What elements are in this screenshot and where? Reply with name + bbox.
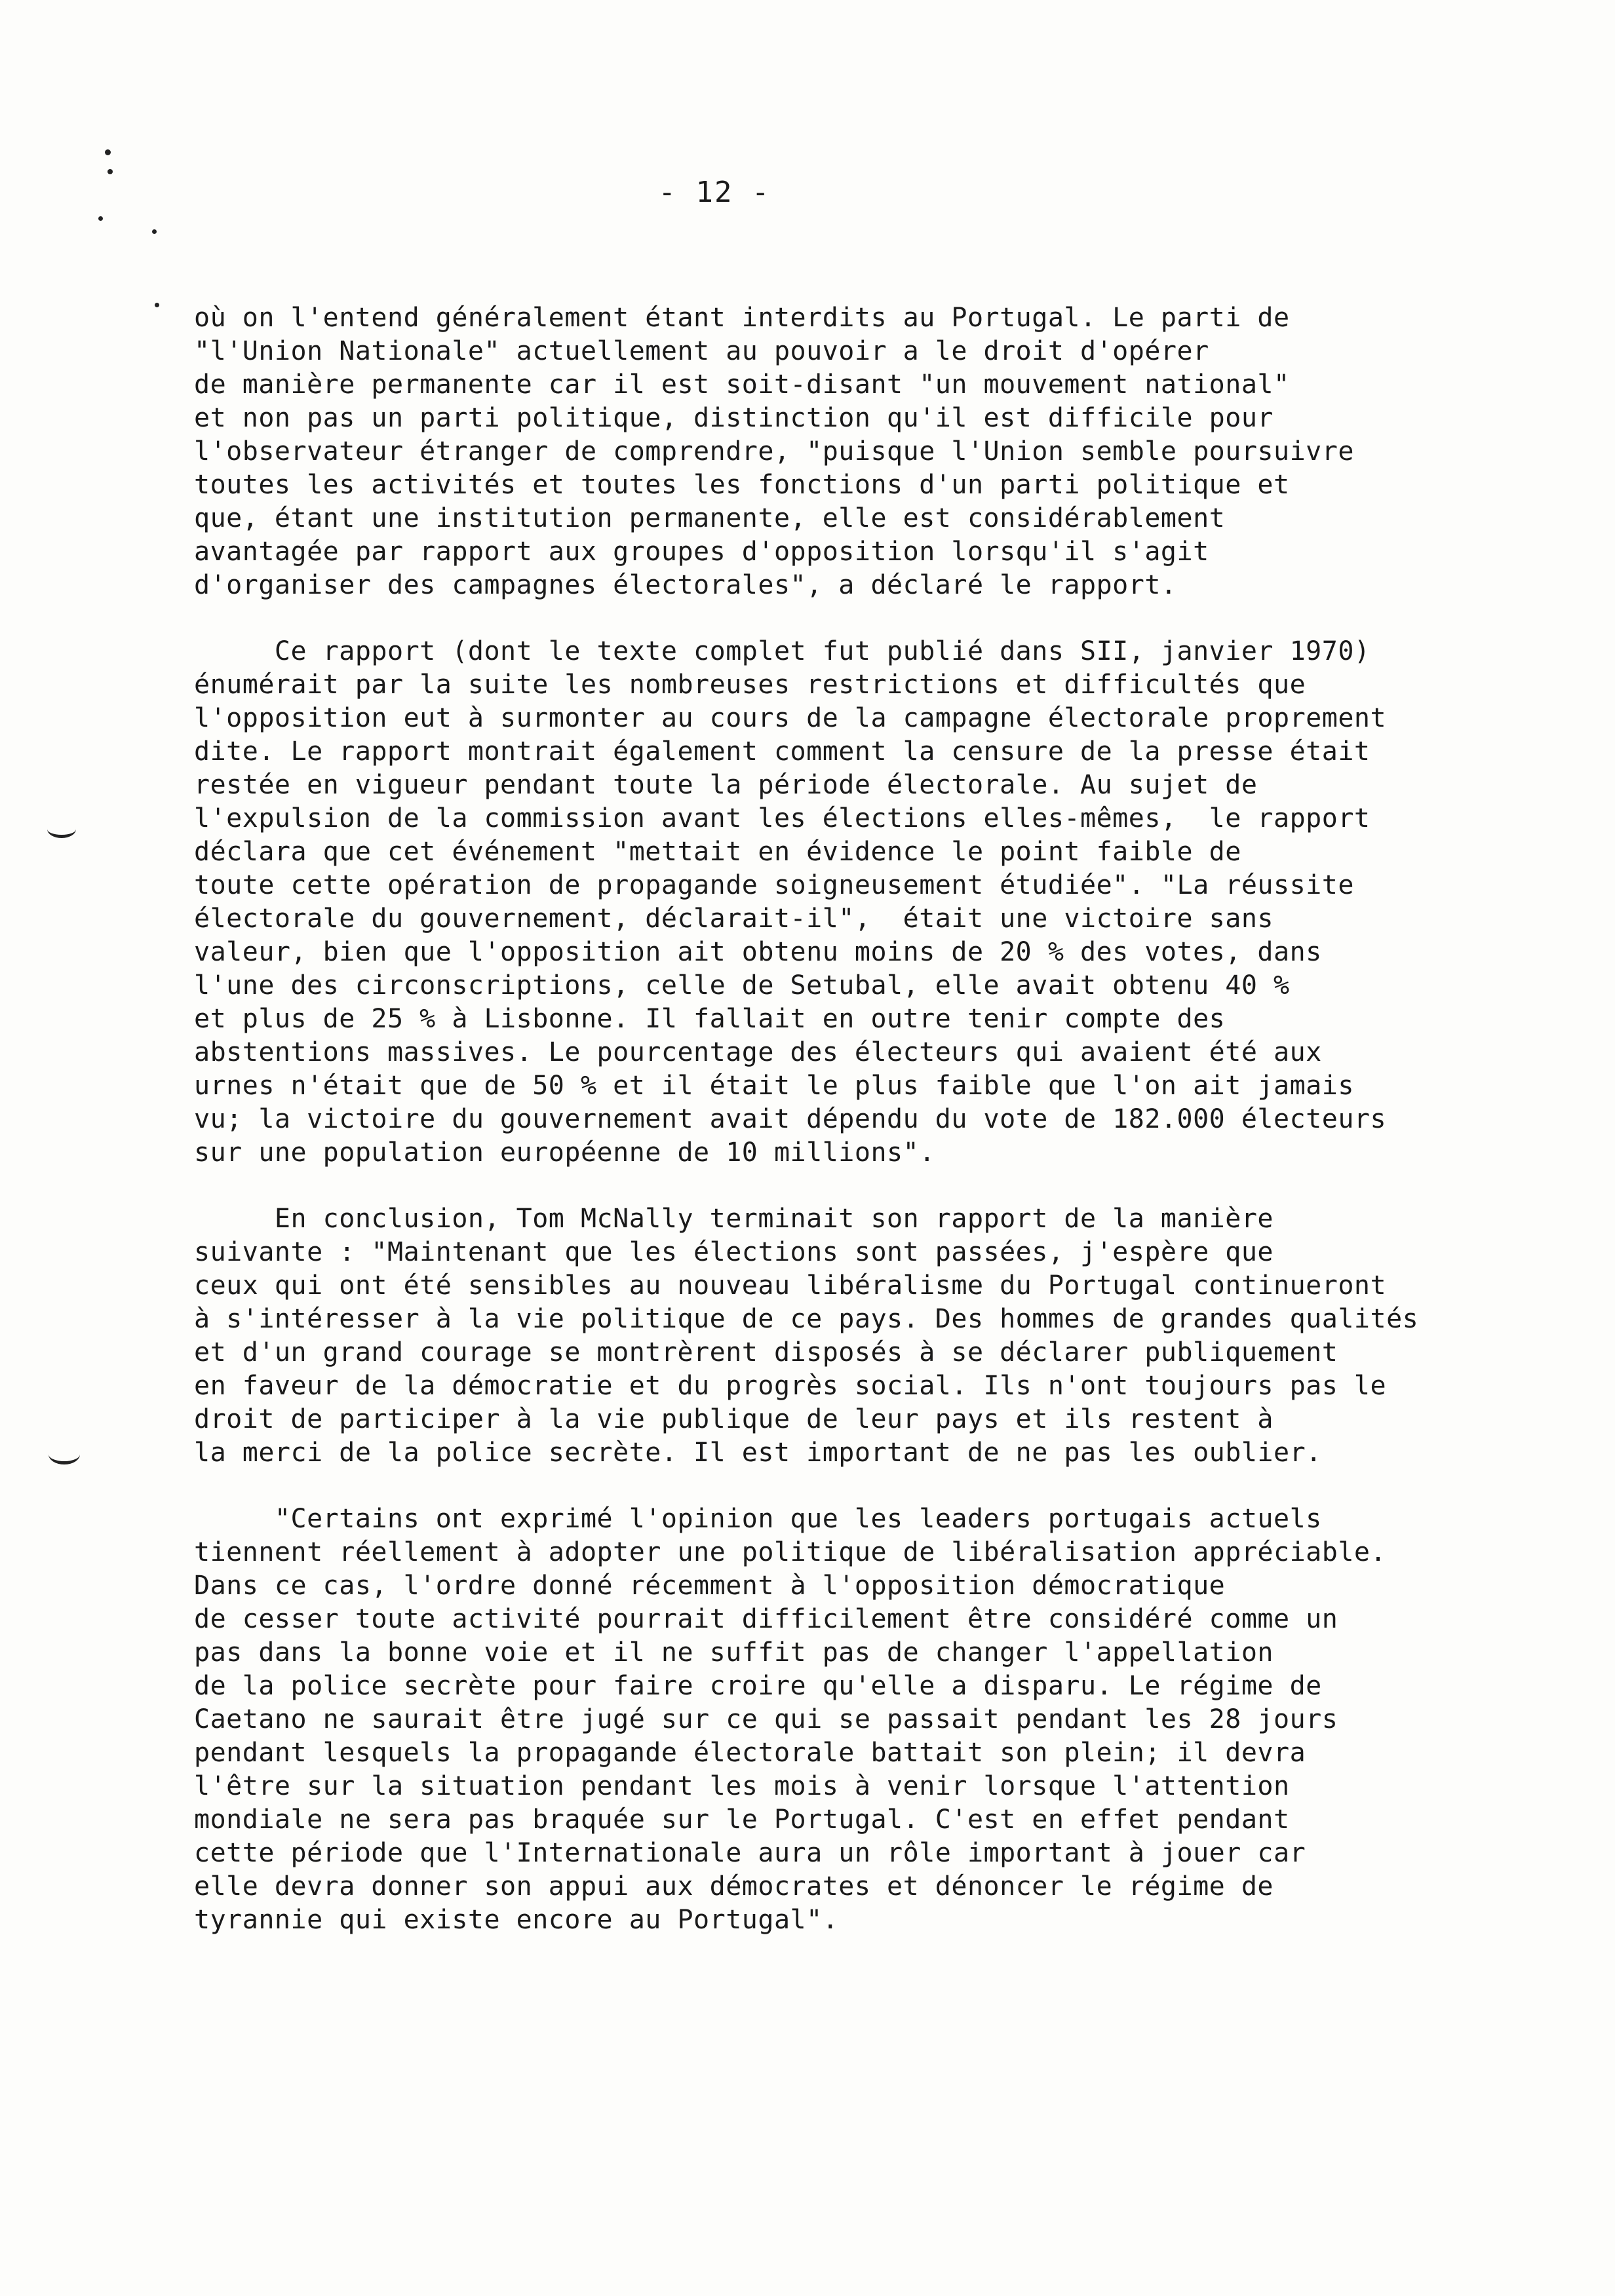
- text-line: énumérait par la suite les nombreuses restrictions et difficultés que: [194, 670, 1306, 700]
- text-line: et plus de 25 % à Lisbonne. Il fallait en outre tenir compte des: [194, 1004, 1226, 1034]
- text-line: et non pas un parti politique, distinction qu'il est difficile pour: [194, 403, 1274, 433]
- text-line: pas dans la bonne voie et il ne suffit pas de changer l'appellation: [194, 1637, 1274, 1668]
- text-line: déclara que cet événement "mettait en évidence le point faible de: [194, 837, 1241, 867]
- text-line: sur une population européenne de 10 millions".: [194, 1138, 935, 1168]
- paragraph: [194, 301, 1439, 602]
- text-line: l'expulsion de la commission avant les élections elles-mêmes, le rapport: [194, 803, 1371, 833]
- paragraph-gap: [194, 1170, 1439, 1202]
- document-body: [194, 301, 1439, 1937]
- text-line: électorale du gouvernement, déclarait-il", était une victoire sans: [194, 904, 1274, 934]
- text-line: dite. Le rapport montrait également comment la censure de la presse était: [194, 737, 1371, 767]
- text-line: toutes les activités et toutes les fonctions d'un parti politique et: [194, 470, 1290, 500]
- text-line: que, étant une institution permanente, elle est considérablement: [194, 503, 1226, 533]
- text-line: urnes n'était que de 50 % et il était le plus faible que l'on ait jamais: [194, 1071, 1354, 1101]
- text-line: abstentions massives. Le pourcentage des électeurs qui avaient été aux: [194, 1037, 1322, 1067]
- text-line: suivante : "Maintenant que les élections sont passées, j'espère que: [194, 1237, 1274, 1267]
- text-line: "Certains ont exprimé l'opinion que les leaders portugais actuels: [194, 1504, 1322, 1534]
- paragraph-gap: [194, 1470, 1439, 1502]
- text-line: restée en vigueur pendant toute la période électorale. Au sujet de: [194, 770, 1258, 800]
- scan-mark: [47, 820, 76, 838]
- text-line: l'être sur la situation pendant les mois à venir lorsque l'attention: [194, 1771, 1290, 1801]
- text-line: En conclusion, Tom McNally terminait son rapport de la manière: [194, 1204, 1274, 1234]
- text-line: avantagée par rapport aux groupes d'opposition lorsqu'il s'agit: [194, 537, 1209, 567]
- text-line: "l'Union Nationale" actuellement au pouvoir a le droit d'opérer: [194, 336, 1209, 366]
- paragraph: [194, 635, 1439, 1170]
- text-line: à s'intéresser à la vie politique de ce pays. Des hommes de grandes qualités: [194, 1304, 1419, 1334]
- text-line: mondiale ne sera pas braquée sur le Portugal. C'est en effet pendant: [194, 1805, 1290, 1835]
- text-line: Ce rapport (dont le texte complet fut publié dans SII, janvier 1970): [194, 636, 1371, 666]
- text-line: ceux qui ont été sensibles au nouveau libéralisme du Portugal continueront: [194, 1271, 1387, 1301]
- text-line: et d'un grand courage se montrèrent disposés à se déclarer publiquement: [194, 1337, 1338, 1368]
- text-line: vu; la victoire du gouvernement avait dépendu du vote de 182.000 électeurs: [194, 1104, 1387, 1134]
- text-line: Caetano ne saurait être jugé sur ce qui se passait pendant les 28 jours: [194, 1704, 1338, 1734]
- text-line: de cesser toute activité pourrait difficilement être considéré comme un: [194, 1604, 1338, 1634]
- text-line: où on l'entend généralement étant interdits au Portugal. Le parti de: [194, 303, 1290, 333]
- text-line: tiennent réellement à adopter une politique de libéralisation appréciable.: [194, 1537, 1387, 1567]
- text-line: de la police secrète pour faire croire qu'elle a disparu. Le régime de: [194, 1671, 1322, 1701]
- text-line: l'observateur étranger de comprendre, "puisque l'Union semble poursuivre: [194, 436, 1354, 467]
- text-line: valeur, bien que l'opposition ait obtenu moins de 20 % des votes, dans: [194, 937, 1322, 967]
- text-line: l'opposition eut à surmonter au cours de la campagne électorale proprement: [194, 703, 1387, 733]
- text-line: pendant lesquels la propagande électorale battait son plein; il devra: [194, 1738, 1306, 1768]
- text-line: l'une des circonscriptions, celle de Setubal, elle avait obtenu 40 %: [194, 970, 1290, 1001]
- scan-speck: [152, 229, 157, 234]
- text-line: tyrannie qui existe encore au Portugal".: [194, 1905, 839, 1935]
- page-number: - 12 -: [658, 176, 771, 209]
- text-line: la merci de la police secrète. Il est important de ne pas les oublier.: [194, 1438, 1322, 1468]
- scan-speck: [98, 216, 103, 221]
- paragraph-gap: [194, 602, 1439, 635]
- text-line: elle devra donner son appui aux démocrates et dénoncer le régime de: [194, 1871, 1274, 1902]
- text-line: d'organiser des campagnes électorales", a déclaré le rapport.: [194, 570, 1177, 600]
- paragraph: [194, 1202, 1439, 1470]
- scan-speck: [107, 169, 113, 174]
- scan-speck: [155, 303, 159, 307]
- text-line: de manière permanente car il est soit-disant "un mouvement national": [194, 370, 1290, 400]
- text-line: droit de participer à la vie publique de leur pays et ils restent à: [194, 1404, 1274, 1434]
- scan-speck: [105, 149, 111, 155]
- text-line: Dans ce cas, l'ordre donné récemment à l'opposition démocratique: [194, 1571, 1226, 1601]
- text-line: en faveur de la démocratie et du progrès social. Ils n'ont toujours pas le: [194, 1371, 1387, 1401]
- text-line: toute cette opération de propagande soigneusement étudiée". "La réussite: [194, 870, 1354, 900]
- text-line: cette période que l'Internationale aura un rôle important à jouer car: [194, 1838, 1306, 1868]
- paragraph: [194, 1502, 1439, 1937]
- scan-mark: [49, 1444, 80, 1464]
